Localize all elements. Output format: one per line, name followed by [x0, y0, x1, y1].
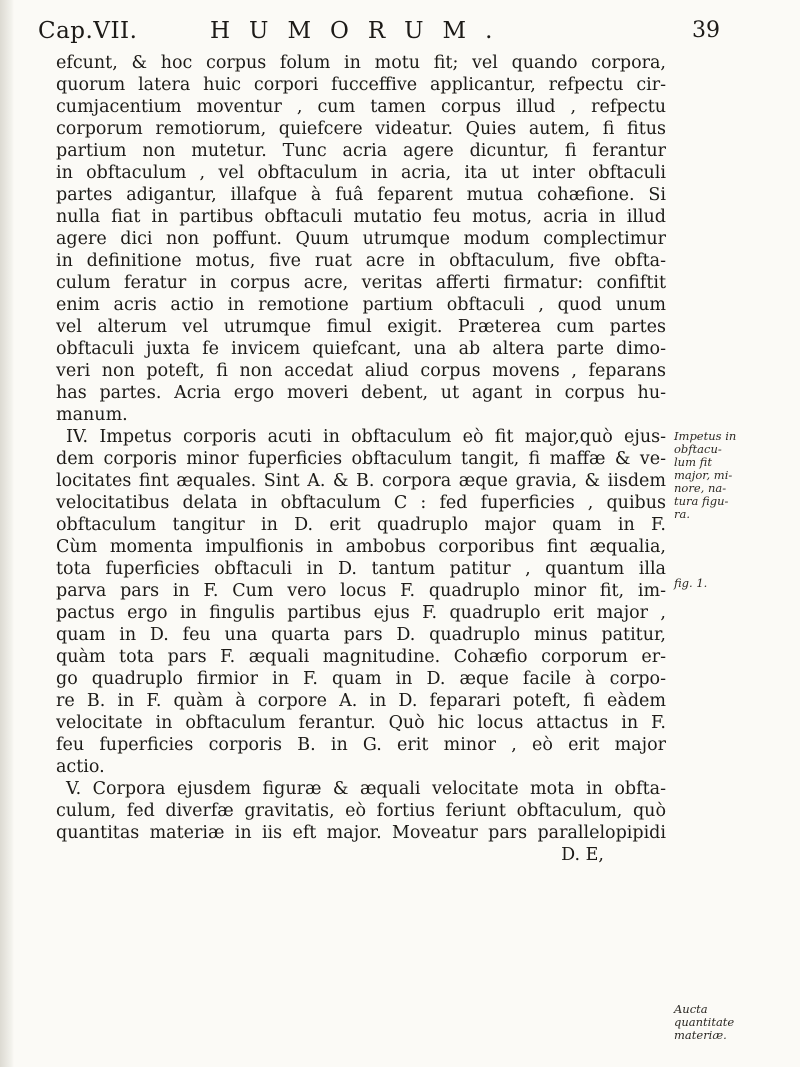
text-line: feu fuperficies corporis B. in G. erit minor , eò erit major — [56, 735, 666, 755]
page-edge-shadow — [0, 0, 14, 1067]
text-line: velocitatibus delata in obftaculum C : fed fuperficies , quibus — [56, 493, 666, 513]
margin-note-line: lum fit — [674, 455, 712, 469]
text-line: parva pars in F. Cum vero locus F. quadruplo minor fit, im- — [56, 581, 666, 601]
margin-note-line: obftacu- — [674, 442, 722, 456]
margin-note-line: quantitate — [674, 1015, 735, 1029]
text-line: re B. in F. quàm à corpore A. in D. feparari poteft, fi eàdem — [56, 691, 666, 711]
margin-note-line: nore, na- — [674, 481, 727, 495]
margin-note-line: tura figu- — [674, 494, 729, 508]
margin-note-line: major, mi- — [674, 468, 733, 482]
margin-note-aucta — [674, 1003, 798, 1042]
text-line: in definitione motus, five ruat acre in obftaculum, five obfta- — [56, 251, 666, 271]
chapter-label: Cap.VII. — [38, 18, 138, 44]
text-line: actio. — [56, 757, 105, 777]
text-line: vel alterum vel utrumque fimul exigit. Præterea cum partes — [56, 317, 666, 337]
text-line: Cùm momenta impulfionis in ambobus corporibus fint æqualia, — [56, 537, 666, 557]
figure-ref-text: fig. 1. — [674, 576, 708, 590]
text-line: locitates fint æquales. Sint A. & B. corpora æque gravia, & iisdem — [56, 471, 666, 491]
margin-note-line: Impetus in — [674, 429, 737, 443]
figure-reference — [674, 577, 798, 590]
margin-note-line: Aucta — [674, 1002, 708, 1016]
text-line: nulla fiat in partibus obftaculi mutatio feu motus, acria in illud — [56, 207, 666, 227]
text-line: efcunt, & hoc corpus folum in motu fit; vel quando corpora, — [56, 53, 666, 73]
text-line: partes adigantur, illafque à fuâ feparent mutua cohæfione. Si — [56, 185, 666, 205]
text-line: enim acris actio in remotione partium obftaculi , quod unum — [56, 295, 666, 315]
catchword-line: D. E, — [561, 845, 604, 865]
text-line: manum. — [56, 405, 128, 425]
text-line: cumjacentium moventur , cum tamen corpus illud , refpectu — [56, 97, 666, 117]
text-line: quorum latera huic corpori fucceffive applicantur, refpectu cir- — [56, 75, 666, 95]
text-line: go quadruplo firmior in F. quam in D. æque facile à corpo- — [56, 669, 666, 689]
text-line: IV. Impetus corporis acuti in obftaculum eò fit major,quò ejus- — [66, 427, 666, 447]
text-line: obftaculi juxta fe invicem quiefcant, una ab altera parte dimo- — [56, 339, 666, 359]
text-line: in obftaculum , vel obftaculum in acria, ita ut inter obftaculi — [56, 163, 666, 183]
body-text — [56, 52, 666, 866]
margin-note-impetus — [674, 430, 798, 521]
text-line: culum, fed diverfæ gravitatis, eò fortius feriunt obftaculum, quò — [56, 801, 666, 821]
text-line: partium non mutetur. Tunc acria agere dicuntur, fi ferantur — [56, 141, 666, 161]
text-line: quàm tota pars F. æquali magnitudine. Cohæfio corporum er- — [56, 647, 666, 667]
text-line: has partes. Acria ergo moveri debent, ut agant in corpus hu- — [56, 383, 666, 403]
margin-note-line: materiæ. — [674, 1028, 727, 1042]
running-title: HUMORUM. — [210, 18, 512, 44]
text-line: obftaculum tangitur in D. erit quadruplo major quam in F. — [56, 515, 666, 535]
running-header — [38, 14, 738, 48]
page-number: 39 — [692, 18, 720, 43]
text-line: agere dici non poffunt. Quum utrumque modum complectimur — [56, 229, 666, 249]
text-line: pactus ergo in fingulis partibus ejus F. quadruplo erit major , — [56, 603, 666, 623]
margin-note-line: ra. — [674, 507, 691, 521]
text-line: quantitas materiæ in iis eft major. Moveatur pars parallelopipidi — [56, 823, 666, 843]
text-line: tota fuperficies obftaculi in D. tantum patitur , quantum illa — [56, 559, 666, 579]
text-line: corporum remotiorum, quiefcere videatur. Quies autem, fi fitus — [56, 119, 666, 139]
text-line: veri non poteft, fi non accedat aliud corpus movens , feparans — [56, 361, 666, 381]
text-line: V. Corpora ejusdem figuræ & æquali velocitate mota in obfta- — [66, 779, 666, 799]
text-line: quam in D. feu una quarta pars D. quadruplo minus patitur, — [56, 625, 666, 645]
text-line: dem corporis minor fuperficies obftaculum tangit, fi maffæ & ve- — [56, 449, 666, 469]
text-line: culum feratur in corpus acre, veritas afferti firmatur: confiftit — [56, 273, 666, 293]
text-line: velocitate in obftaculum ferantur. Quò hic locus attactus in F. — [56, 713, 666, 733]
